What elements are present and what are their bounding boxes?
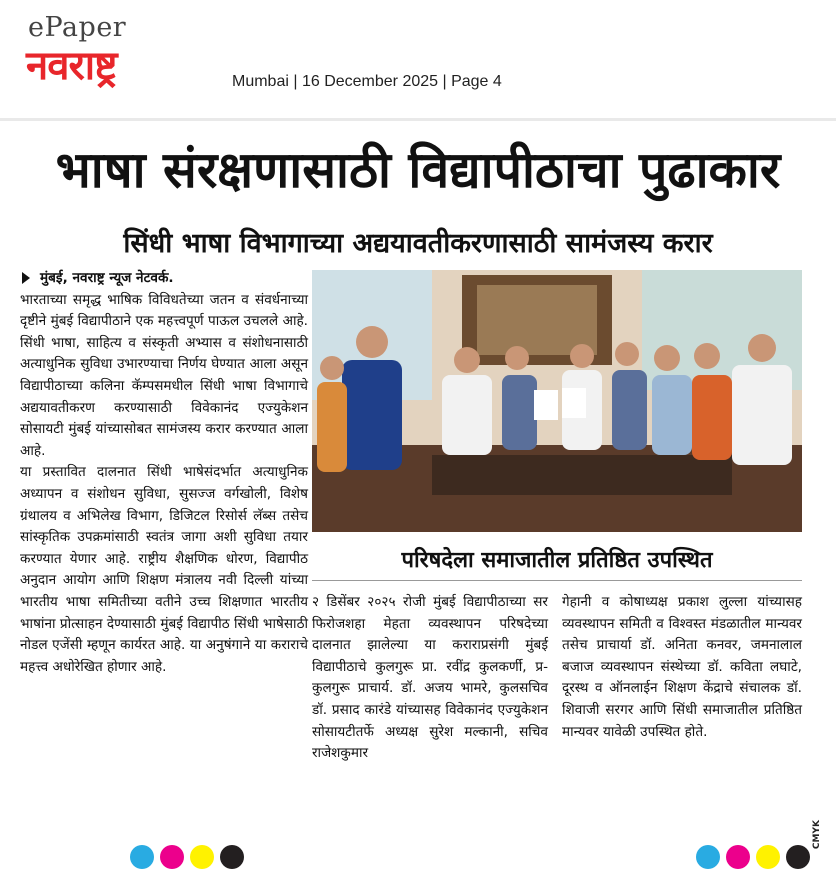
right-column (562, 592, 802, 743)
section-subheadline: परिषदेला समाजातील प्रतिष्ठित उपस्थित (401, 548, 713, 573)
left-paragraph-1: भारताच्या समृद्ध भाषिक विविधतेच्या जतन व संवर्धनाच्या दृष्टीने मुंबई विद्यापीठाने एक महत्त्वपूर्ण पाऊल उचलले आहे. सिंधी भाषा, साहित्य व संस्कृती अभ्यास व संशोधनासाठी अत्याधुनिक सुविधा उभारण्याचा निर्णय घेण्यात आला असून विद्यापीठाच्या कलिना कॅम्पसमधील सिंधी भाषा विभागाचे अद्ययावतीकरण करण्यासाठी विवेकानंद एज्युकेशन सोसायटी मुंबई यांच्यासोबत सामंजस्य करार करण्यात आला आहे. (20, 291, 308, 459)
article-headline: भाषा संरक्षणासाठी विद्यापीठाचा पुढाकार (55, 141, 781, 199)
left-column (20, 268, 308, 678)
magenta-dot (726, 845, 750, 869)
header-divider (0, 118, 836, 121)
left-paragraph-2: या प्रस्तावित दालनात सिंधी भाषेसंदर्भात अत्याधुनिक अध्यापन व संशोधन सुविधा, सुसज्ज वर्गखोली, विशेष ग्रंथालय व अभिलेख विभाग, डिजिटल रिसोर्स लॅब्स तसेच सांस्कृतिक उपक्रमांसाठी स्वतंत्र जागा अशी सुविधा तयार करण्यात येणार आहे. राष्ट्रीय शैक्षणिक धोरण, विद्यापीठ अनुदान आयोग आणि शिक्षण मंत्रालय नवी दिल्ली यांच्या भारतीय भाषा समितीच्या वतीने उच्च शिक्षणात भारतीय भाषांना प्रोत्साहन देण्यासाठी मुंबई विद्यापीठ सिंधी भाषेसाठी नोडल एजेंसी म्हणून कार्यरत आहे. या अनुषंगाने या कराराचे महत्त्व अधोरेखित होणार आहे. (20, 464, 308, 675)
cyan-dot (696, 845, 720, 869)
right-paragraph: गेहानी व कोषाध्यक्ष प्रकाश लुल्ला यांच्यासह व्यवस्थापन समिती व विश्वस्त मंडळातील मान्यवर तसेच प्राचार्या डॉ. अनिता कनवर, जमनालाल बजाज व्यवस्थापन संस्थेच्या डॉ. कविता लघाटे, दूरस्थ व ऑनलाईन शिक्षण केंद्राचे संचालक डॉ. शिवाजी सरगर आणि सिंधी समाजातील प्रतिष्ठित मान्यवर यावेळी उपस्थित होते. (562, 594, 802, 740)
dateline: मुंबई, नवराष्ट्र न्यूज नेटवर्क. (40, 270, 174, 286)
edition-meta: Mumbai | 16 December 2025 | Page 4 (232, 73, 502, 90)
middle-column (312, 592, 548, 765)
black-dot (786, 845, 810, 869)
photo-illustration (312, 270, 802, 532)
epaper-label: ePaper (28, 12, 127, 43)
arrow-icon (22, 272, 30, 284)
mid-paragraph: २ डिसेंबर २०२५ रोजी मुंबई विद्यापीठाच्या सर फिरोजशहा मेहता व्यवस्थापन परिषदेच्या दालनात झालेल्या या कराराप्रसंगी मुंबई विद्यापीठाचे कुलगुरू प्रा. रवींद्र कुलकर्णी, प्र- कुलगुरू प्राचार्य. डॉ. अजय भामरे, कुलसचिव डॉ. प्रसाद कारंडे यांच्यासह विवेकानंद एज्युकेशन सोसायटीतर्फे अध्यक्ष सुरेश मल्कानी, सचिव राजेशकुमार (312, 594, 548, 762)
black-dot (220, 845, 244, 869)
registration-marks-right (696, 845, 810, 871)
cyan-dot (130, 845, 154, 869)
cmyk-label: CMYK (812, 820, 822, 850)
yellow-dot (190, 845, 214, 869)
article-subheadline: सिंधी भाषा विभागाच्या अद्ययावतीकरणासाठी सामंजस्य करार (123, 228, 713, 259)
article-photo (312, 270, 802, 532)
magenta-dot (160, 845, 184, 869)
masthead (0, 0, 836, 118)
yellow-dot (756, 845, 780, 869)
navrashtra-logo[interactable]: नवराष्ट्र (26, 43, 117, 89)
registration-marks-left (130, 845, 244, 871)
section-divider (312, 580, 802, 581)
